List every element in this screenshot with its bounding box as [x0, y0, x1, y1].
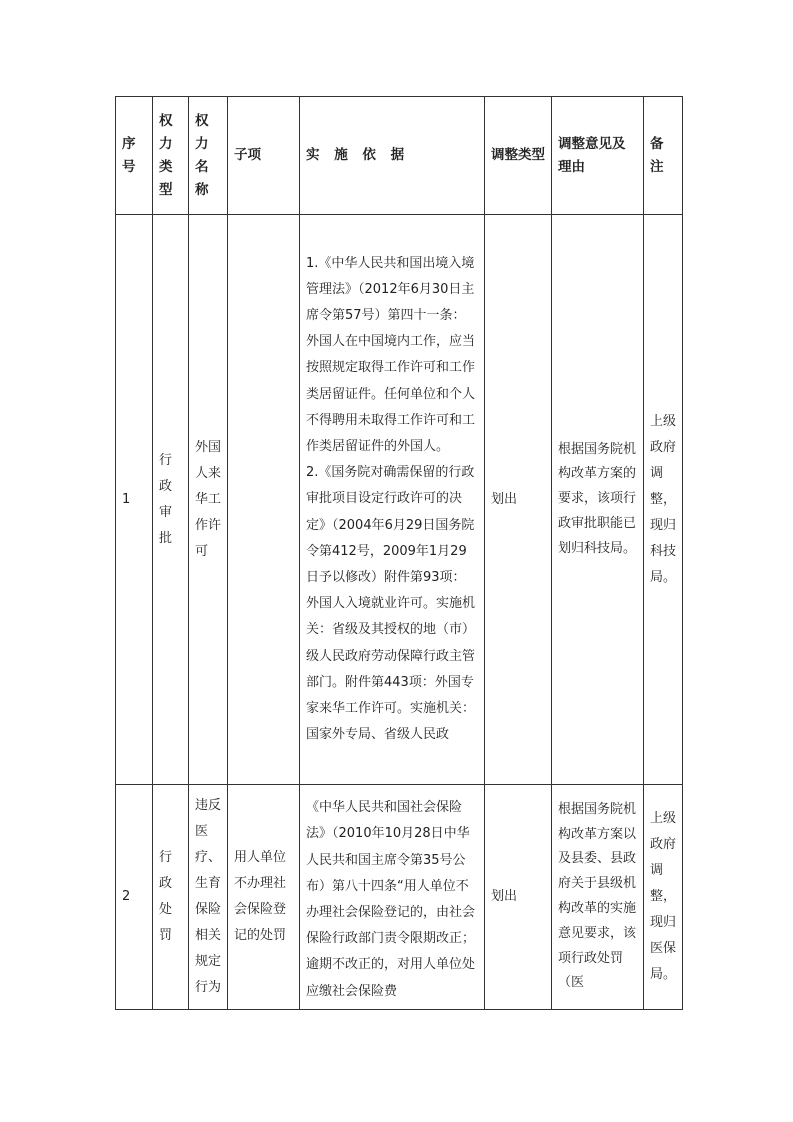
cell-seq: 2	[116, 785, 153, 1010]
cell-power-type: 行政处罚	[153, 785, 189, 1010]
cell-basis: 《中华人民共和国社会保险法》（2010年10月28日中华人民共和国主席令第35号公布）第八十四条“用人单位不办理社会保险登记的，由社会保险行政部门责令限期改正；逾期不改正的，对用人单位处应缴社会保险费	[300, 785, 485, 1010]
header-row	[116, 97, 683, 215]
header-adjust-type: 调整类型	[485, 97, 552, 215]
cell-power-name: 外国人来华工作许可	[189, 215, 228, 785]
header-sub-item: 子项	[228, 97, 300, 215]
cell-basis: 1.《中华人民共和国出境入境管理法》（2012年6月30日主席令第57号）第四十一条：外国人在中国境内工作，应当按照规定取得工作许可和工作类居留证件。任何单位和个人不得聘用未取得工作许可和工作类居留证件的外国人。 2.《国务院对确需保留的行政审批项目设定行政许可的决定》（2004年6月29日国务院令第412号，2009年1月29日予以修改）附件第93项：外国人入境就业许可。实施机关：省级及其授权的地（市）级人民政府劳动保障行政主管部门。附件第443项：外国专家来华工作许可。实施机关：国家外专局、省级人民政	[300, 215, 485, 785]
cell-adjust-type: 划出	[485, 785, 552, 1010]
cell-seq: 1	[116, 215, 153, 785]
cell-power-type: 行政审批	[153, 215, 189, 785]
cell-remark: 上级政府调整，现归医保局。	[644, 785, 683, 1010]
cell-opinion: 根据国务院机构改革方案以及县委、县政府关于县级机构改革的实施意见要求，该项行政处罚（医	[552, 785, 644, 1010]
cell-sub-item	[228, 215, 300, 785]
cell-sub-item: 用人单位不办理社会保险登记的处罚	[228, 785, 300, 1010]
cell-opinion: 根据国务院机构改革方案的要求，该项行政审批职能已划归科技局。	[552, 215, 644, 785]
cell-power-name: 违反医疗、生育保险相关规定行为	[189, 785, 228, 1010]
header-seq: 序号	[116, 97, 153, 215]
header-power-name: 权力名称	[189, 97, 228, 215]
cell-remark: 上级政府调整，现归科技局。	[644, 215, 683, 785]
header-remark: 备注	[644, 97, 683, 215]
table-row	[116, 785, 683, 1010]
table-row	[116, 215, 683, 785]
cell-adjust-type: 划出	[485, 215, 552, 785]
power-adjustment-table	[115, 96, 683, 1010]
header-basis: 实 施 依 据	[300, 97, 485, 215]
header-opinion: 调整意见及理由	[552, 97, 644, 215]
header-power-type: 权力类型	[153, 97, 189, 215]
